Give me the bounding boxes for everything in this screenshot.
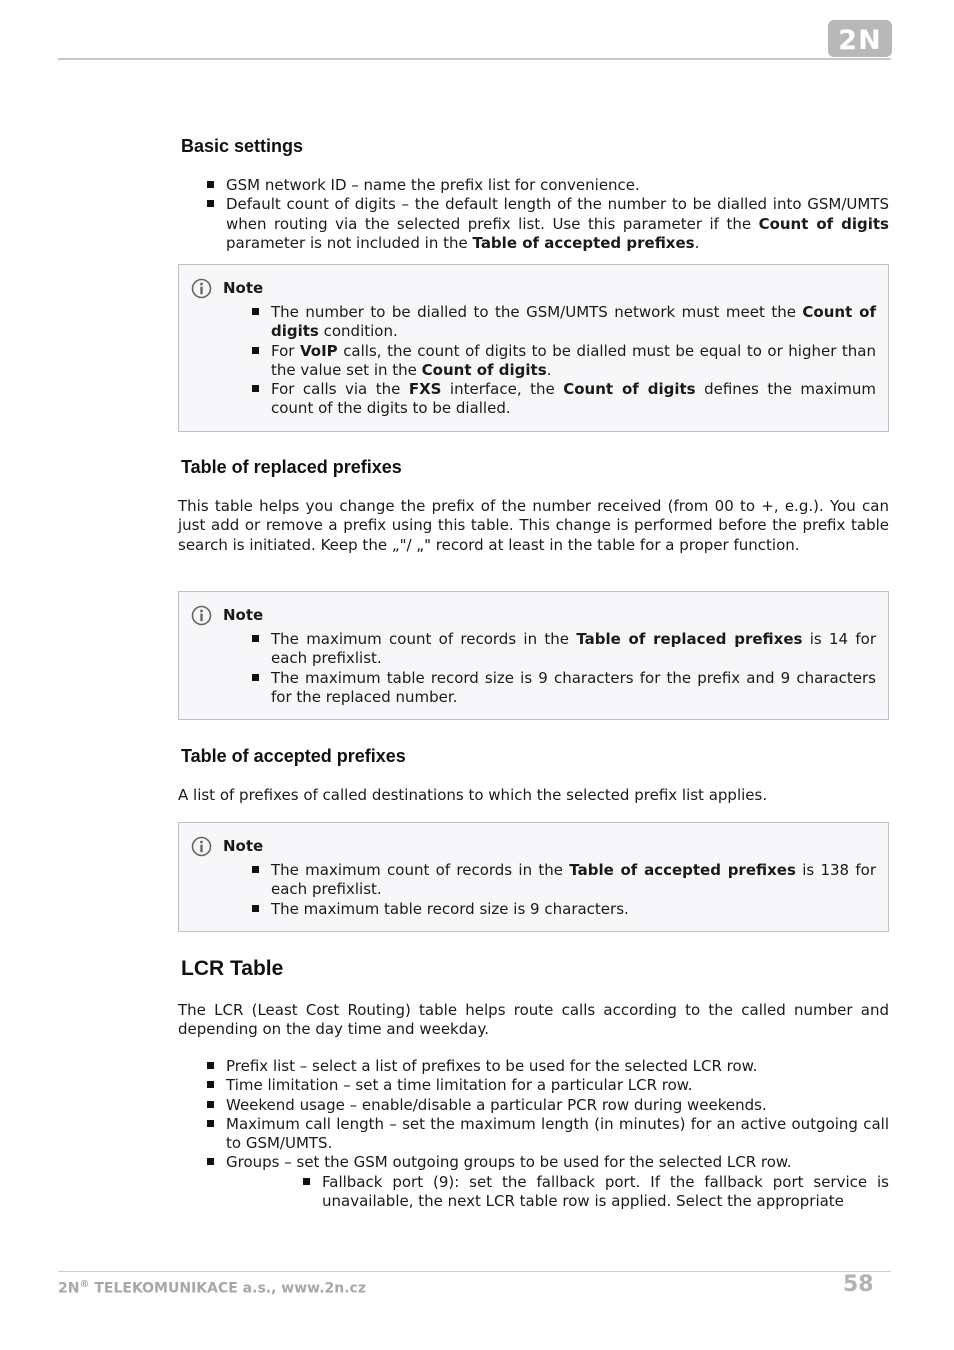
paragraph-lcr-table: The LCR (Least Cost Routing) table helps route calls according to the called number and depending on the day time and weekday. <box>178 1001 889 1039</box>
lcr-list <box>226 1057 889 1173</box>
list-item: The maximum table record size is 9 characters for the prefix and 9 characters for the replaced number. <box>271 668 876 706</box>
heading-replaced-prefixes: Table of replaced prefixes <box>181 457 402 477</box>
list-item: GSM network ID – name the prefix list for convenience. <box>226 176 889 195</box>
header-divider <box>58 58 891 60</box>
paragraph-accepted-prefixes: A list of prefixes of called destinations to which the selected prefix list applies. <box>178 786 768 804</box>
note-list <box>271 861 876 919</box>
note-list <box>271 630 876 707</box>
list-item: For VoIP calls, the count of digits to be dialled must be equal to or higher than the value set in the Count of digits. <box>271 341 877 379</box>
info-icon <box>191 836 212 857</box>
list-item: Time limitation – set a time limitation for a particular LCR row. <box>226 1076 889 1095</box>
list-item: Fallback port (9): set the fallback port. If the fallback port service is unavailable, the next LCR table row is applied. Select the appropriate <box>322 1173 889 1211</box>
note-title: Note <box>223 837 264 855</box>
info-icon <box>191 605 212 626</box>
list-item: The maximum table record size is 9 characters. <box>271 900 876 919</box>
footer-company: 2N® TELEKOMUNIKACE a.s., www.2n.cz <box>58 1279 366 1297</box>
2n-logo <box>828 20 892 57</box>
note-list <box>271 303 876 419</box>
list-item: The maximum count of records in the Table of replaced prefixes is 14 for each prefixlist. <box>271 630 877 668</box>
list-item: Groups – set the GSM outgoing groups to be used for the selected LCR row. <box>226 1153 889 1172</box>
basic-settings-list <box>226 176 889 253</box>
note-box <box>178 591 889 720</box>
note-box <box>178 264 889 432</box>
list-item: The number to be dialled to the GSM/UMTS network must meet the Count of digits condition. <box>271 303 876 341</box>
page-number: 58 <box>843 1272 874 1297</box>
list-item: The maximum count of records in the Table of accepted prefixes is 138 for each prefixlist. <box>271 861 876 899</box>
list-item: Prefix list – select a list of prefixes to be used for the selected LCR row. <box>226 1057 889 1076</box>
list-item: For calls via the FXS interface, the Count of digits defines the maximum count of the digits to be dialled. <box>271 380 877 418</box>
lcr-sub-list <box>322 1173 889 1212</box>
note-title: Note <box>223 279 264 297</box>
footer-divider <box>58 1271 891 1272</box>
info-icon <box>191 278 212 299</box>
heading-accepted-prefixes: Table of accepted prefixes <box>181 746 406 766</box>
list-item: Weekend usage – enable/disable a particular PCR row during weekends. <box>226 1096 889 1115</box>
heading-basic-settings: Basic settings <box>181 136 304 156</box>
paragraph-replaced-prefixes: This table helps you change the prefix of the number received (from 00 to +, e.g.). You can just add or remove a prefix using this table. This change is performed before the prefix table search is initiated. Keep the „"/ „" record at least in the table for a proper function. <box>178 497 889 554</box>
list-item: Maximum call length – set the maximum length (in minutes) for an active outgoing call to GSM/UMTS. <box>226 1114 889 1153</box>
list-item: Default count of digits – the default length of the number to be dialled into GSM/UMTS when routing via the selected prefix list. Use this parameter if the Count of digits parameter is not included in the Table of accepted prefixes. <box>226 195 889 252</box>
note-box <box>178 822 889 932</box>
logo-text: 2N <box>838 25 882 56</box>
heading-lcr-table: LCR Table <box>181 957 284 980</box>
note-title: Note <box>223 606 264 624</box>
